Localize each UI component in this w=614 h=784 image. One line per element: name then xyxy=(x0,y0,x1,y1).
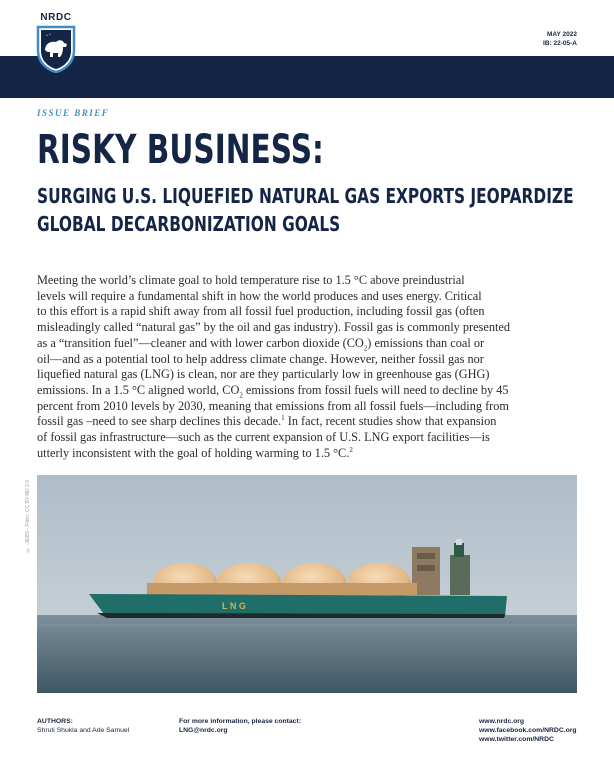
hull-lettering: L N G xyxy=(222,601,246,611)
body-line: liquefied natural gas (LNG) is clean, nor are they particularly low in greenhouse gas (GHG) xyxy=(37,367,490,382)
lng-tanker-photo xyxy=(37,475,577,693)
photo-credit: © -JEBS-, Flickr, CC BY-ND 2.0 xyxy=(25,480,31,553)
body-line: fossil gas –need to see sharp declines this decade. xyxy=(37,414,282,429)
body-line: misleadingly called “natural gas” by the oil and gas industry). Fossil gas is commonly presented xyxy=(37,320,510,335)
authors-block xyxy=(37,717,129,735)
body-line: emissions from fossil fuels will need to decline by 45 xyxy=(242,382,509,397)
body-line: Meeting the world’s climate goal to hold temperature rise to 1.5 °C above preindustrial xyxy=(37,273,465,287)
authors-names: Shruti Shukla and Ade Samuel xyxy=(37,727,130,734)
web-links-block xyxy=(479,717,577,744)
body-line: oil—and as a potential tool to help address climate change. However, neither fossil gas nor xyxy=(37,351,484,366)
contact-label: For more information, please contact: xyxy=(179,718,301,725)
authors-label: AUTHORS: xyxy=(37,718,73,725)
logo-text: NRDC xyxy=(40,12,72,23)
issue-brief-number: IB: 22-05-A xyxy=(543,40,577,47)
website-link[interactable]: www.nrdc.org xyxy=(479,718,525,725)
body-line: utterly inconsistent with the goal of holding warming to 1.5 °C. xyxy=(37,445,350,460)
body-line: In fact, recent studies show that expansion xyxy=(284,414,497,429)
contact-block xyxy=(179,717,301,735)
header-band xyxy=(0,56,614,98)
body-line: emissions. In a 1.5 °C aligned world, CO xyxy=(37,382,240,397)
body-line: of fossil gas infrastructure—such as the current expansion of U.S. LNG export facilities—is xyxy=(37,430,490,445)
body-line: ) emissions than coal or xyxy=(367,335,485,350)
contact-email-link[interactable]: LNG@nrdc.org xyxy=(179,727,228,734)
polar-bear-shield-icon xyxy=(36,25,76,73)
subscript: 2 xyxy=(363,344,368,353)
body-line: levels will require a fundamental shift in how the world produces and uses energy. Critical xyxy=(37,288,482,303)
nrdc-logo[interactable] xyxy=(31,12,81,74)
publication-date: MAY 2022 xyxy=(547,31,577,38)
document-meta xyxy=(543,30,577,48)
twitter-link[interactable]: www.twitter.com/NRDC xyxy=(479,736,554,743)
subtitle-line-2: GLOBAL DECARBONIZATION GOALS xyxy=(37,212,341,236)
facebook-link[interactable]: www.facebook.com/NRDC.org xyxy=(479,727,577,734)
subscript: 2 xyxy=(239,391,243,400)
lng-tanker-image xyxy=(37,475,577,693)
subtitle-line-1: SURGING U.S. LIQUEFIED NATURAL GAS EXPORTS JEOPARDIZE xyxy=(37,184,574,208)
body-line: to this effort is a rapid shift away from all fossil fuel production, including fossil gas (often xyxy=(37,304,485,319)
page-title: RISKY BUSINESS: xyxy=(37,127,324,173)
body-line: as a “transition fuel”—cleaner and with lower carbon dioxide (CO xyxy=(37,335,364,350)
footnote-marker[interactable]: 1 xyxy=(281,414,285,423)
intro-paragraph xyxy=(37,273,582,461)
issue-brief-label: ISSUE BRIEF xyxy=(37,108,110,118)
footnote-marker[interactable]: 2 xyxy=(349,445,353,454)
page-subtitle xyxy=(37,182,574,238)
body-line: percent from 2010 levels by 2030, meaning that emissions from all fossil fuels—including from xyxy=(37,398,509,413)
